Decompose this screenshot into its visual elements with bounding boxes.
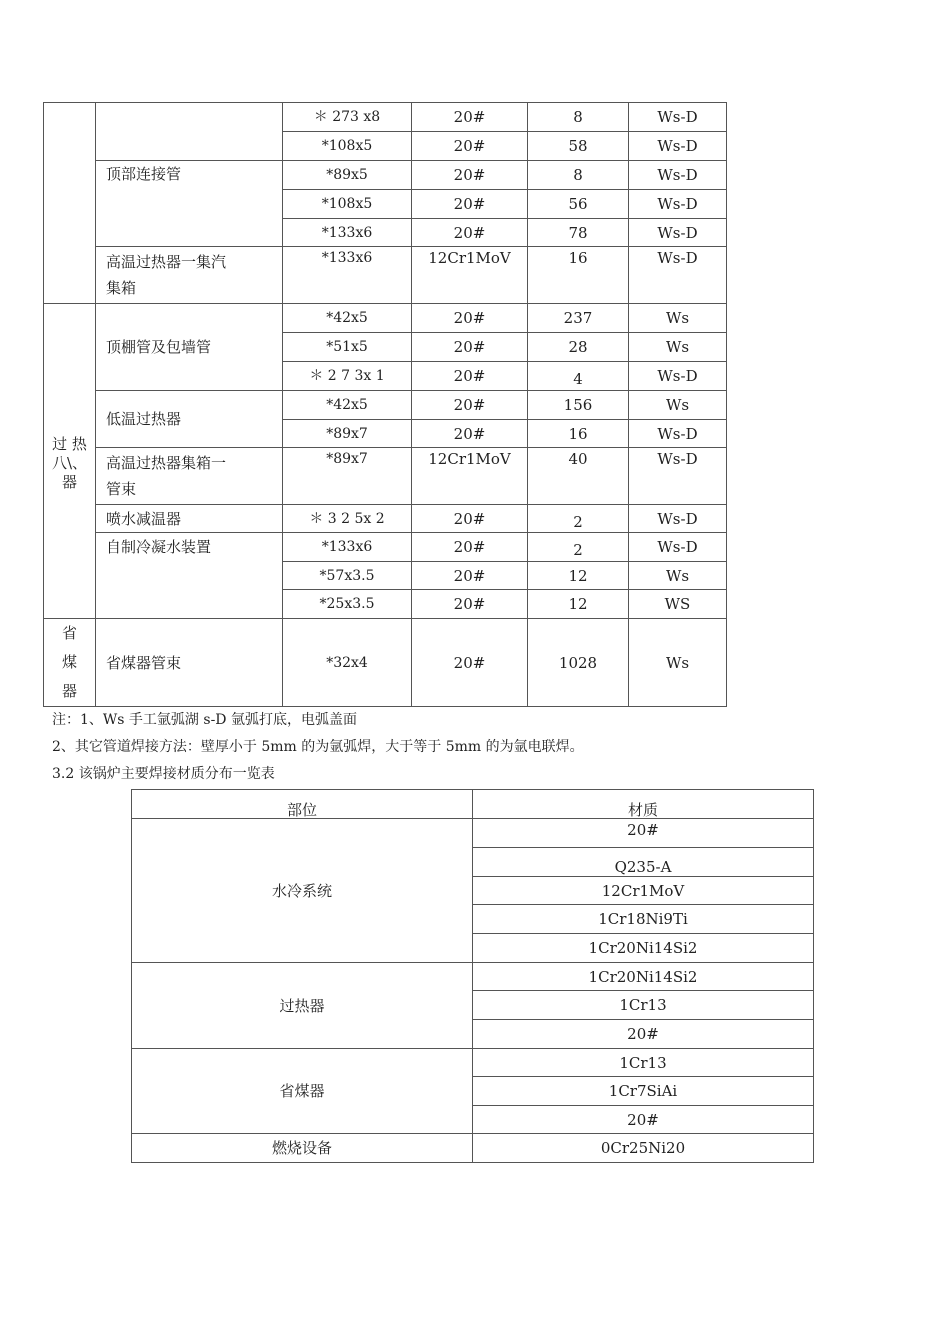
- material-cell: 20#: [412, 333, 528, 362]
- group-label-line: 八\、: [51, 453, 88, 472]
- spec-cell: *57x3.5: [283, 562, 412, 590]
- component-name: 低温过热器: [96, 391, 283, 448]
- spec-cell: *133x6: [283, 533, 412, 562]
- qty-cell: 16: [528, 247, 629, 304]
- header-material: 材质: [473, 790, 814, 819]
- method-cell: Ws-D: [629, 190, 727, 219]
- table-row: [44, 448, 727, 505]
- qty-cell: 156: [528, 391, 629, 420]
- table-row: [44, 391, 727, 420]
- table-row: [44, 619, 727, 707]
- part-cell: 燃烧设备: [132, 1134, 473, 1163]
- note-welding-codes: 注：1、Ws 手工氩弧湖 s-D 氩弧打底，电弧盖面: [52, 712, 357, 728]
- method-cell: Ws-D: [629, 362, 727, 391]
- qty-cell: 58: [528, 132, 629, 161]
- qty-cell: 56: [528, 190, 629, 219]
- spec-cell: ＊ 2 7 3x 1: [283, 362, 412, 391]
- qty-cell: 28: [528, 333, 629, 362]
- table-row: [132, 963, 814, 991]
- material-cell: 1Cr20Ni14Si2: [473, 963, 814, 991]
- material-cell: 20#: [412, 562, 528, 590]
- component-name-line: 高温过热器集箱一: [106, 454, 227, 472]
- method-cell: Ws-D: [629, 161, 727, 190]
- material-cell: 20#: [412, 391, 528, 420]
- method-cell: Ws: [629, 391, 727, 420]
- part-cell: 过热器: [132, 963, 473, 1049]
- qty-cell: 12: [528, 562, 629, 590]
- material-cell: 20#: [412, 304, 528, 333]
- material-cell: 1Cr20Ni14Si2: [473, 934, 814, 963]
- qty-cell: 8: [528, 161, 629, 190]
- part-cell: 水冷系统: [132, 819, 473, 963]
- material-cell: 20#: [473, 819, 814, 848]
- material-cell: 20#: [473, 1020, 814, 1049]
- material-cell: 20#: [473, 1106, 814, 1134]
- spec-cell: *108x5: [283, 190, 412, 219]
- material-cell: 20#: [412, 505, 528, 533]
- qty-cell: 8: [528, 103, 629, 132]
- group-label-line: 煤: [61, 653, 77, 671]
- material-cell: 12Cr1MoV: [412, 448, 528, 505]
- note-welding-method: 2、其它管道焊接方法：壁厚小于 5mm 的为氩弧焊，大于等于 5mm 的为氩电联焊。: [52, 739, 584, 755]
- material-cell: 12Cr1MoV: [412, 247, 528, 304]
- material-cell: 12Cr1MoV: [473, 877, 814, 905]
- qty-cell: 12: [528, 590, 629, 619]
- material-cell: Q235-A: [473, 848, 814, 877]
- method-cell: Ws: [629, 619, 727, 707]
- method-cell: Ws-D: [629, 533, 727, 562]
- group-economizer: [44, 619, 96, 707]
- material-cell: 0Cr25Ni20: [473, 1134, 814, 1163]
- spec-cell: *42x5: [283, 391, 412, 420]
- part-cell: 省煤器: [132, 1049, 473, 1134]
- spec-cell: *42x5: [283, 304, 412, 333]
- spec-cell: ＊ 273 x8: [283, 103, 412, 132]
- spec-cell: *89x7: [283, 448, 412, 505]
- component-name: [96, 247, 283, 304]
- spec-cell: ＊ 3 2 5x 2: [283, 505, 412, 533]
- material-cell: 1Cr13: [473, 991, 814, 1020]
- method-cell: Ws-D: [629, 448, 727, 505]
- method-cell: WS: [629, 590, 727, 619]
- component-name-line: 管束: [106, 480, 137, 498]
- material-cell: 20#: [412, 533, 528, 562]
- table-header-row: [132, 790, 814, 819]
- material-cell: 1Cr18Ni9Ti: [473, 905, 814, 934]
- component-name-line: 高温过热器一集汽: [106, 253, 227, 271]
- group-superheater: [44, 304, 96, 619]
- method-cell: Ws-D: [629, 219, 727, 247]
- boiler-pipe-weld-table: [43, 102, 727, 707]
- table-row: [44, 505, 727, 533]
- method-cell: Ws-D: [629, 505, 727, 533]
- spec-cell: *25x3.5: [283, 590, 412, 619]
- qty-cell: 40: [528, 448, 629, 505]
- spec-cell: *89x5: [283, 161, 412, 190]
- material-cell: 1Cr7SiAi: [473, 1077, 814, 1106]
- material-cell: 20#: [412, 590, 528, 619]
- table-row: [44, 247, 727, 304]
- component-name: 省煤器管束: [96, 619, 283, 707]
- method-cell: Ws-D: [629, 420, 727, 448]
- method-cell: Ws: [629, 333, 727, 362]
- material-cell: 20#: [412, 161, 528, 190]
- component-name: 顶棚管及包墙管: [96, 304, 283, 391]
- material-cell: 20#: [412, 619, 528, 707]
- method-cell: Ws: [629, 304, 727, 333]
- material-cell: 20#: [412, 362, 528, 391]
- table-row: [44, 304, 727, 333]
- group-label-line: 过 热: [52, 434, 87, 453]
- method-cell: Ws-D: [629, 132, 727, 161]
- material-cell: 1Cr13: [473, 1049, 814, 1077]
- material-cell: 20#: [412, 420, 528, 448]
- name-cell-blank: [96, 103, 283, 161]
- spec-cell: *51x5: [283, 333, 412, 362]
- group-label-line: 器: [61, 682, 77, 700]
- group-label-line: 器: [61, 472, 77, 491]
- method-cell: Ws: [629, 562, 727, 590]
- spec-cell: *108x5: [283, 132, 412, 161]
- qty-cell: 237: [528, 304, 629, 333]
- spec-cell: *133x6: [283, 219, 412, 247]
- spec-cell: *133x6: [283, 247, 412, 304]
- material-cell: 20#: [412, 190, 528, 219]
- component-name: 顶部连接管: [96, 161, 283, 247]
- qty-cell: 78: [528, 219, 629, 247]
- material-cell: 20#: [412, 103, 528, 132]
- table-row: [132, 819, 814, 848]
- section-title: 3.2 该锅炉主要焊接材质分布一览表: [52, 766, 275, 782]
- table-row: [44, 103, 727, 132]
- table-row: [132, 1049, 814, 1077]
- table-row: [44, 533, 727, 562]
- qty-cell: 16: [528, 420, 629, 448]
- group-label-line: 省: [61, 624, 77, 642]
- component-name-line: 集箱: [106, 279, 137, 297]
- material-distribution-table: [131, 789, 814, 1163]
- table-row: [132, 1134, 814, 1163]
- material-cell: 20#: [412, 219, 528, 247]
- material-cell: 20#: [412, 132, 528, 161]
- component-name: 自制冷凝水装置: [96, 533, 283, 619]
- qty-cell: 2: [528, 533, 629, 562]
- spec-cell: *32x4: [283, 619, 412, 707]
- component-name: [96, 448, 283, 505]
- component-name: 喷水减温器: [96, 505, 283, 533]
- method-cell: Ws-D: [629, 103, 727, 132]
- header-part: 部位: [132, 790, 473, 819]
- spec-cell: *89x7: [283, 420, 412, 448]
- qty-cell: 1028: [528, 619, 629, 707]
- table-row: [44, 161, 727, 190]
- qty-cell: 2: [528, 505, 629, 533]
- method-cell: Ws-D: [629, 247, 727, 304]
- qty-cell: 4: [528, 362, 629, 391]
- group-cell-blank: [44, 103, 96, 304]
